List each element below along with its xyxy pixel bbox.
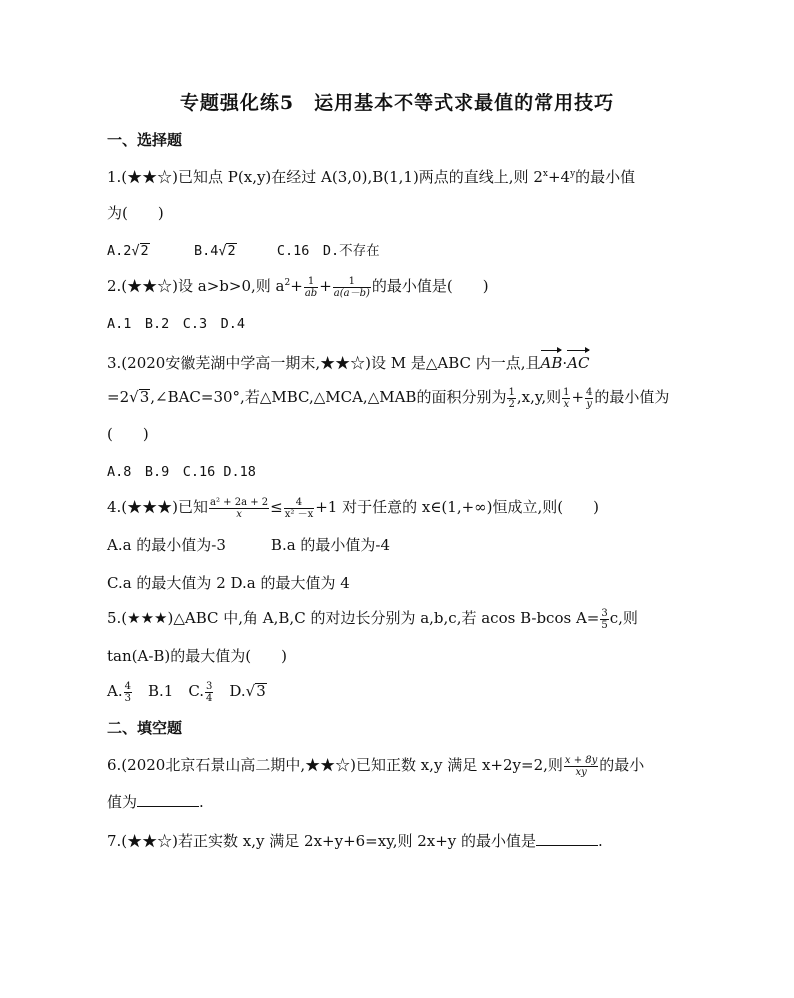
question-1-stem bbox=[107, 166, 635, 188]
question-5-options bbox=[107, 680, 267, 704]
q3-frac-4y: $\frac{4}{y}$ bbox=[586, 386, 593, 410]
q1-option-cd: C.16 D.不存在 bbox=[276, 243, 380, 259]
q1-text-b: 的最小值 bbox=[575, 168, 636, 186]
q4-frac-left: $\frac{\text{a² + 2a + 2}}{x}$ bbox=[210, 496, 269, 520]
dot-operator: · bbox=[562, 354, 568, 372]
section-heading-choice: 一、选择题 bbox=[107, 131, 183, 149]
section-heading-fill: 二、填空题 bbox=[107, 719, 183, 737]
q3-text: 的最小值为 bbox=[594, 388, 670, 406]
question-3-paren: ( ) bbox=[107, 425, 149, 443]
q5-option-a: A. bbox=[107, 682, 123, 700]
question-3-stem bbox=[107, 350, 590, 374]
q5-frac-a: $\frac{4}{3}$ bbox=[124, 680, 131, 704]
q3-text: ,x,y,则 bbox=[516, 388, 562, 406]
q1-option-a: A.2 bbox=[107, 243, 132, 259]
question-2-stem bbox=[107, 275, 489, 299]
q1-option-b: B.4 bbox=[193, 243, 219, 259]
question-6-stem bbox=[107, 754, 644, 778]
q3-frac-half: $\frac{1}{2}$ bbox=[508, 386, 515, 410]
answer-blank[interactable] bbox=[536, 831, 598, 846]
question-5-stem-cont: tan(A-B)的最大值为( ) bbox=[107, 647, 287, 665]
q5-option-bc: B.1 C. bbox=[132, 682, 205, 700]
question-2-options: A.1 B.2 C.3 D.4 bbox=[107, 316, 246, 332]
question-5-stem bbox=[107, 607, 638, 631]
question-4-options-cd: C.a 的最大值为 2 D.a 的最大值为 4 bbox=[107, 574, 350, 592]
q6-end: . bbox=[199, 793, 204, 811]
question-7-stem bbox=[107, 830, 603, 852]
question-3-options: A.8 B.9 C.16 D.18 bbox=[107, 464, 256, 480]
q2-exp: 2 bbox=[284, 278, 291, 288]
q6-frac: $\frac{x + 8y}{xy}$ bbox=[564, 754, 598, 778]
q1-text-a: 1.(★★☆)已知点 P(x,y)在经过 A(3,0),B(1,1)两点的直线上,则 2 bbox=[107, 168, 543, 186]
q3-text: ,∠BAC=30°,若△MBC,△MCA,△MAB的面积分别为 bbox=[150, 388, 507, 406]
q7-end: . bbox=[598, 832, 603, 850]
q2-frac-2: $\frac{1}{a(a-b)}$ bbox=[333, 275, 370, 299]
q1-exp-y: y bbox=[570, 169, 576, 179]
q2-frac-1: $\frac{1}{ab}$ bbox=[304, 275, 318, 299]
question-3-stem-cont bbox=[107, 386, 669, 410]
q3-text-a: 3.(2020安徽芜湖中学高一期末,★★☆)设 M 是△ABC 内一点,且 bbox=[107, 354, 541, 372]
q5-text-a: 5.(★★★)△ABC 中,角 A,B,C 的对边长分别为 a,b,c,若 acos B-bcos A= bbox=[107, 609, 600, 627]
q5-frac-c: $\frac{3}{4}$ bbox=[206, 680, 213, 704]
sqrt-symbol: √2 bbox=[218, 243, 236, 259]
q2-plus: + bbox=[319, 277, 332, 295]
q1-exp-x: x bbox=[542, 169, 548, 179]
sqrt-symbol: √3 bbox=[245, 682, 266, 700]
q4-text-a: 4.(★★★)已知 bbox=[107, 498, 209, 516]
page-title: 专题强化练5 运用基本不等式求最值的常用技巧 bbox=[179, 92, 615, 114]
sqrt-symbol: √3 bbox=[129, 388, 150, 406]
q3-frac-1x: $\frac{1}{x}$ bbox=[563, 386, 570, 410]
sqrt-symbol: √2 bbox=[131, 243, 149, 259]
q1-text-mid: +4 bbox=[547, 168, 571, 186]
q2-text-b: 的最小值是( ) bbox=[371, 277, 489, 295]
vector-ac: AC bbox=[567, 350, 589, 374]
answer-blank[interactable] bbox=[137, 792, 199, 807]
q2-text-a: 2.(★★☆)设 a>b>0,则 a bbox=[107, 277, 285, 295]
vector-ab: AB bbox=[541, 350, 563, 374]
question-6-stem-cont bbox=[107, 791, 204, 813]
q6-text: 值为 bbox=[107, 793, 138, 811]
question-1-options bbox=[107, 240, 380, 262]
q6-text-a: 6.(2020北京石景山高二期中,★★☆)已知正数 x,y 满足 x+2y=2,则 bbox=[107, 756, 563, 774]
q5-text-b: c,则 bbox=[609, 609, 638, 627]
q4-frac-right: $\frac{4}{\text{x² －x}}$ bbox=[284, 496, 314, 520]
question-4-stem bbox=[107, 496, 599, 520]
q5-option-d: D. bbox=[214, 682, 246, 700]
q3-plus: + bbox=[571, 388, 585, 406]
q2-plus: + bbox=[290, 277, 303, 295]
question-4-options-ab: A.a 的最小值为-3 B.a 的最小值为-4 bbox=[107, 536, 391, 554]
q6-text-b: 的最小 bbox=[599, 756, 645, 774]
q3-text: =2 bbox=[107, 388, 130, 406]
q7-text: 7.(★★☆)若正实数 x,y 满足 2x+y+6=xy,则 2x+y 的最小值是 bbox=[107, 832, 537, 850]
q4-text-b: +1 对于任意的 x∈(1,+∞)恒成立,则( ) bbox=[315, 498, 599, 516]
question-1-stem-cont: 为( ) bbox=[107, 204, 164, 222]
leq-symbol: ≤ bbox=[270, 498, 283, 516]
q5-frac: $\frac{3}{5}$ bbox=[601, 607, 608, 631]
